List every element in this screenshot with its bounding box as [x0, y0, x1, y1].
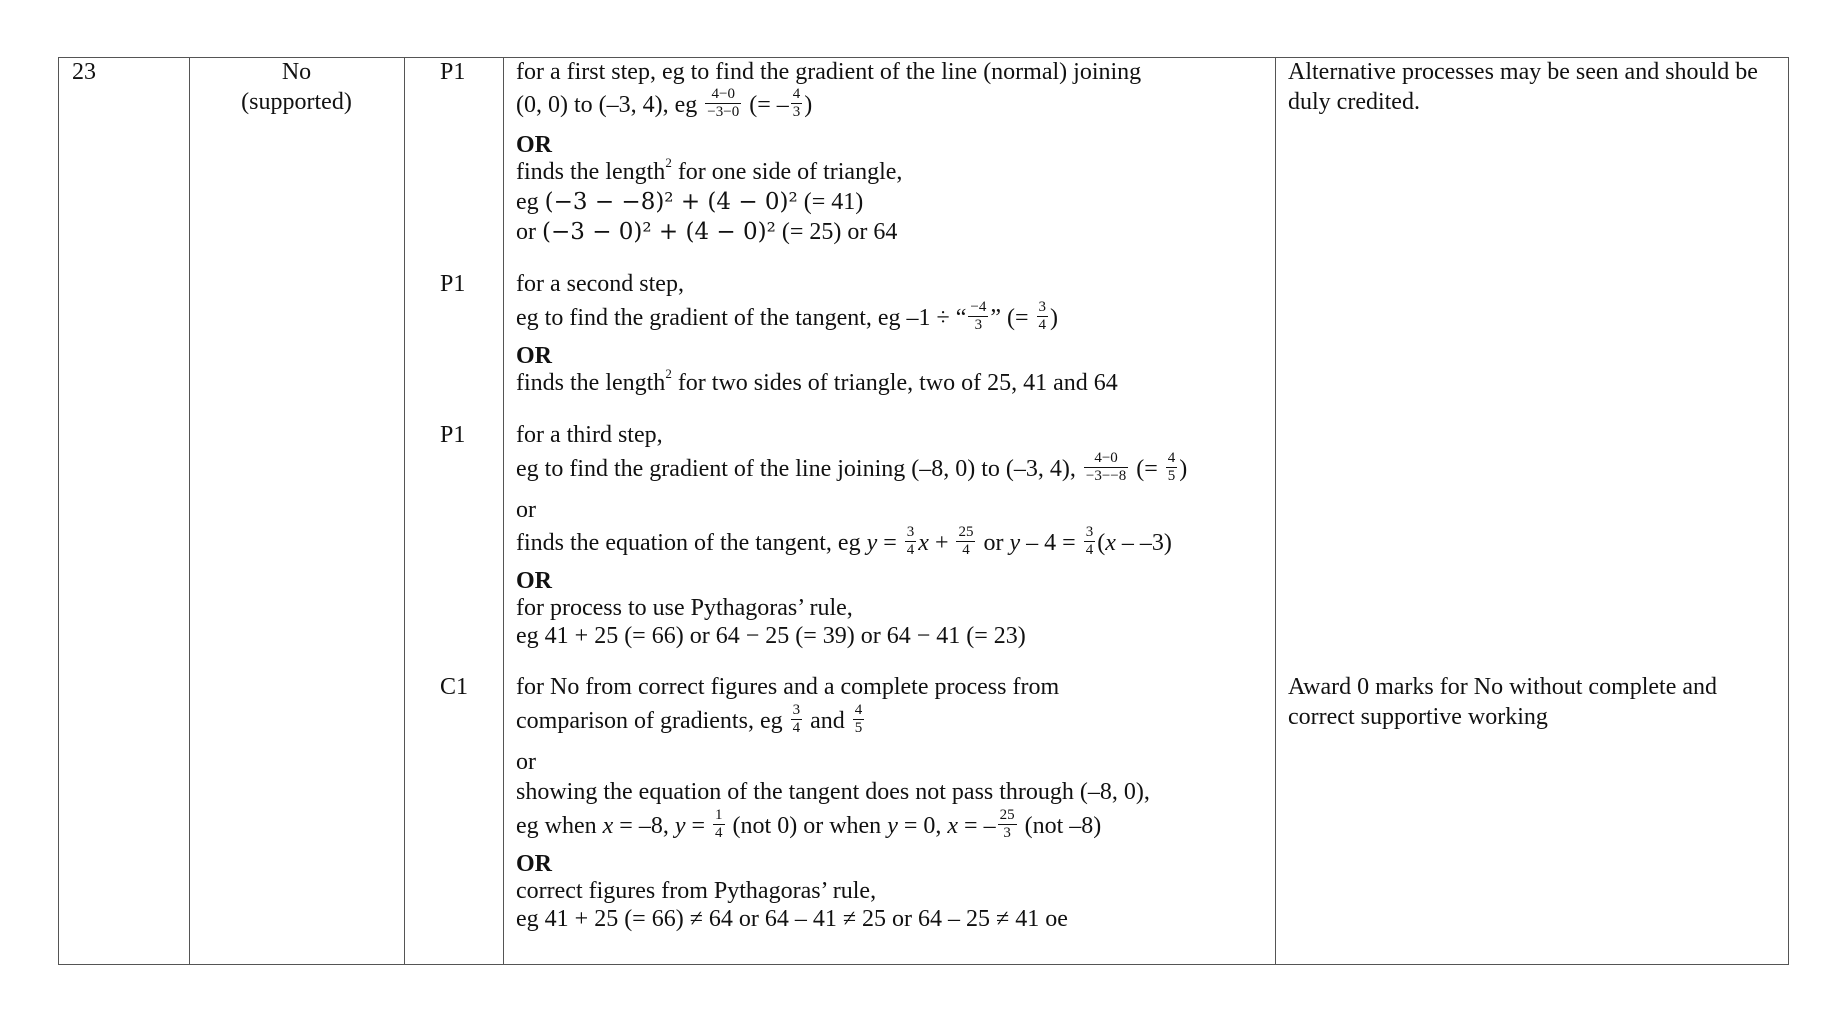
- or-label: OR: [516, 851, 552, 877]
- note-line: or (−3 − 0)² + (4 − 0)² (= 25) or 64: [516, 219, 898, 245]
- note-line: eg 41 + 25 (= 66) ≠ 64 or 64 – 41 ≠ 25 or 64 – 25 ≠ 41 oe: [516, 906, 1068, 932]
- note-line: finds the equation of the tangent, eg y = $\frac{3}{4}$ x + $\frac{25}{4}$ or y – 4 = $\frac{3}{4}$ (x – –3): [516, 524, 1172, 558]
- note-line: finds the length$^2$ for two sides of triangle, two of 25, 41 and 64: [516, 366, 1118, 396]
- mark-code: P1: [440, 271, 466, 297]
- column-divider: [404, 58, 405, 964]
- fraction: $\frac{3}{4}$: [792, 702, 801, 736]
- fraction: $\frac{3}{4}$: [1085, 524, 1094, 558]
- fraction: $\frac{25}{4}$: [958, 524, 974, 558]
- or-label: OR: [516, 343, 552, 369]
- note-line: showing the equation of the tangent does not pass through (–8, 0),: [516, 779, 1150, 805]
- mark-code: P1: [440, 422, 466, 448]
- column-divider: [503, 58, 504, 964]
- note-line: or: [516, 749, 536, 775]
- mark-code: C1: [440, 674, 469, 700]
- fraction: $\frac{4}{3}$: [792, 86, 801, 120]
- note-line: eg to find the gradient of the line joining (–8, 0) to (–3, 4), $\frac{4-0}{-3--8}$ (= $\frac{4}{5}$ ): [516, 450, 1188, 484]
- mark-code: P1: [440, 59, 466, 85]
- note-line: for a second step,: [516, 271, 684, 297]
- note-line: for a third step,: [516, 422, 663, 448]
- fraction: $\frac{4}{5}$: [854, 702, 863, 736]
- column-divider: [189, 58, 190, 964]
- note-line: for process to use Pythagoras’ rule,: [516, 595, 853, 621]
- answer-cell: [189, 57, 404, 117]
- guidance-note: Award 0 marks for No without complete and correct supportive working: [1288, 674, 1718, 730]
- note-line: comparison of gradients, eg $\frac{3}{4}$ and $\frac{4}{5}$: [516, 702, 863, 736]
- or-label: OR: [516, 568, 552, 594]
- fraction: $\frac{4}{5}$: [1167, 450, 1176, 484]
- mark-notes-column: [516, 58, 1271, 964]
- fraction: $\frac{-4}{3}$: [970, 299, 987, 333]
- note-line: for No from correct figures and a complete process from: [516, 674, 1060, 700]
- fraction: $\frac{4-0}{-3--8}$: [1085, 450, 1127, 484]
- guidance-note: Alternative processes may be seen and should be duly credited.: [1288, 59, 1758, 115]
- column-divider: [1275, 58, 1276, 964]
- fraction: $\frac{1}{4}$: [715, 807, 723, 841]
- fraction: $\frac{3}{4}$: [1038, 299, 1047, 333]
- fraction: $\frac{25}{3}$: [999, 807, 1015, 841]
- note-line: finds the length$^2$ for one side of triangle,: [516, 155, 903, 185]
- note-line: eg when x = –8, y = $\frac{1}{4}$ (not 0) or when y = 0, x = – $\frac{25}{3}$ (not –8): [516, 807, 1102, 841]
- fraction: $\frac{4-0}{-3-0}$: [707, 86, 740, 120]
- note-line: eg to find the gradient of the tangent, eg –1 ÷ “ $\frac{-4}{3}$ ” (= $\frac{3}{4}$ ): [516, 299, 1059, 333]
- or-label: OR: [516, 132, 552, 158]
- note-line: correct figures from Pythagoras’ rule,: [516, 878, 877, 904]
- mark-scheme-table: [58, 57, 1789, 965]
- note-line: eg 41 + 25 (= 66) or 64 − 25 (= 39) or 64 − 41 (= 23): [516, 623, 1026, 649]
- note-line: (0, 0) to (–3, 4), eg $\frac{4-0}{-3-0}$ (= – $\frac{4}{3}$ ): [516, 86, 813, 120]
- answer-note: (supported): [241, 89, 352, 115]
- note-line: for a first step, eg to find the gradient of the line (normal) joining: [516, 59, 1142, 85]
- note-line: eg (−3 − −8)² + (4 − 0)² (= 41): [516, 189, 864, 215]
- question-number: 23: [72, 59, 96, 85]
- fraction: $\frac{3}{4}$: [906, 524, 915, 558]
- answer-text: No: [281, 59, 312, 85]
- note-line: or: [516, 497, 536, 523]
